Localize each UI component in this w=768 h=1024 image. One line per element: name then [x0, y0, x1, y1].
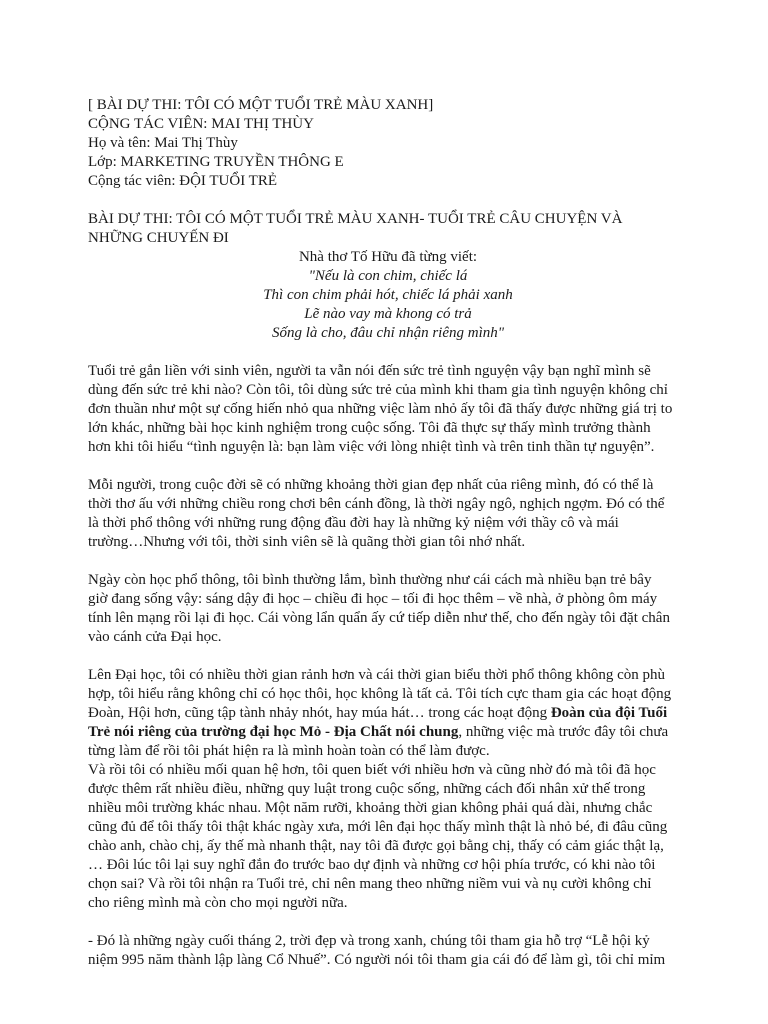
text-line: Lên Đại học, tôi có nhiều thời gian rảnh hơn và cái thời gian biểu thời phổ thông không còn phù: [88, 667, 666, 683]
header-line-fullname: Họ và tên: Mai Thị Thùy: [88, 135, 238, 151]
text-line: nhiều môi trường khác nhau. Một năm rưỡi, khoảng thời gian không phải quá dài, nhưng chắc: [88, 800, 653, 816]
paragraph-1: [88, 362, 688, 457]
text-line: trường…Nhưng với tôi, thời sinh viên sẽ là quãng thời gian tôi nhớ nhất.: [88, 534, 526, 550]
poem-line-1: "Nếu là con chim, chiếc lá: [308, 268, 468, 284]
paragraph-5: [88, 761, 688, 913]
text-run: Đoàn, Hội hơn, cũng tập tành nhảy nhót, hay múa hát… trong các hoạt động: [88, 705, 551, 721]
document-body: [88, 96, 688, 970]
text-line: [88, 723, 688, 742]
essay-title-line-1: BÀI DỰ THI: TÔI CÓ MỘT TUỔI TRẺ MÀU XANH- TUỔI TRẺ CÂU CHUYỆN VÀ: [88, 211, 623, 227]
bold-text-run: Trẻ nói riêng của trường đại học Mỏ - Địa Chất nói chung: [88, 724, 459, 740]
paragraph-4: [88, 666, 688, 761]
paragraph-2: [88, 476, 688, 552]
paragraph-6: [88, 932, 688, 970]
poem-block: [88, 248, 688, 343]
essay-title-line-2: NHỮNG CHUYẾN ĐI: [88, 230, 229, 246]
text-line: hơn khi tôi hiểu “tình nguyện là: bạn làm việc với lòng nhiệt tình và trên tinh thần tự nguyện”.: [88, 439, 655, 455]
text-line: cho riêng mình mà còn cho mọi người nữa.: [88, 895, 348, 911]
text-line: cũng đủ để tôi thấy tôi thật khác ngày xưa, mới lên đại học thấy mình thật là nhỏ bé, đi đâu cũng: [88, 819, 668, 835]
poem-intro: Nhà thơ Tố Hữu đã từng viết:: [298, 249, 478, 265]
text-line: vào cánh cửa Đại học.: [88, 629, 222, 645]
text-line: thời thơ ấu với những chiều rong chơi bên cánh đồng, là thời ngây ngô, nghịch ngợm. Đó có thể: [88, 496, 665, 512]
header-line-class: Lớp: MARKETING TRUYỀN THÔNG E: [88, 154, 344, 170]
header-line-team: Cộng tác viên: ĐỘI TUỔI TRẺ: [88, 173, 278, 189]
text-line: là thời phổ thông với những rung động đầu đời hay là những kỷ niệm với thầy cô và mái: [88, 515, 619, 531]
poem-line-2: Thì con chim phải hót, chiếc lá phải xanh: [263, 287, 513, 303]
bold-text-run: Đoàn của đội Tuổi: [550, 705, 668, 721]
essay-title: [88, 210, 688, 248]
text-line: chọn sai? Và rồi tôi nhận ra Tuổi trẻ, chỉ nên mang theo những niềm vui và nụ cười không chỉ: [88, 876, 652, 892]
paragraph-3: [88, 571, 688, 647]
text-line: - Đó là những ngày cuối tháng 2, trời đẹp và trong xanh, chúng tôi tham gia hỗ trợ “Lễ hội kỷ: [88, 933, 650, 949]
text-line: chào anh, chào chị, ấy thế mà nhanh thật, nay tôi đã được gọi bằng chị, thấy có cảm giác thật lạ,: [88, 838, 664, 854]
text-line: [88, 704, 688, 723]
text-line: dùng đến sức trẻ khi nào? Còn tôi, tôi dùng sức trẻ của mình khi tham gia tình nguyện không chỉ: [88, 382, 668, 398]
text-line: Tuổi trẻ gắn liền với sinh viên, người ta vẫn nói đến sức trẻ tình nguyện vậy bạn nghĩ mình sẽ: [88, 363, 651, 379]
header-block: [88, 96, 688, 191]
poem-line-4: Sống là cho, đâu chỉ nhận riêng mình": [271, 325, 505, 341]
text-line: lớn khác, những bài học kinh nghiệm trong cuộc sống. Tôi đã thực sự thấy mình trưởng thành: [88, 420, 651, 436]
text-line: từng làm để rồi tôi phát hiện ra là mình hoàn toàn có thể làm được.: [88, 743, 490, 759]
text-line: giờ đang sống vậy: sáng dậy đi học – chiều đi học – tối đi học thêm – về nhà, ở phòng ôm máy: [88, 591, 658, 607]
text-run: , những việc mà trước đây tôi chưa: [458, 724, 669, 740]
text-line: được thêm rất nhiều điều, những quy luật trong cuộc sống, những cách đối nhân xử thế trong: [88, 781, 646, 797]
text-line: … Đôi lúc tôi lại suy nghĩ đắn đo trước bao dự định và những cơ hội phía trước, có khi nào tôi: [88, 857, 656, 873]
text-line: Ngày còn học phổ thông, tôi bình thường lắm, bình thường như cái cách mà nhiều bạn trẻ bây: [88, 572, 652, 588]
poem-line-3: Lẽ nào vay mà khong có trả: [304, 306, 472, 322]
text-line: Mỗi người, trong cuộc đời sẽ có những khoảng thời gian đẹp nhất của riêng mình, đó có thể là: [88, 477, 654, 493]
text-line: hợp, tôi hiểu rằng không chỉ có học thôi, học không là tất cả. Tôi tích cực tham gia các hoạt động: [88, 686, 672, 702]
header-line-contest: [ BÀI DỰ THI: TÔI CÓ MỘT TUỔI TRẺ MÀU XANH]: [88, 97, 434, 113]
text-line: niệm 995 năm thành lập làng Cổ Nhuế”. Có người nói tôi tham gia cái đó để làm gì, tôi chỉ mỉm: [88, 952, 666, 968]
text-line: đơn thuần như một sự cống hiến nhỏ qua những việc làm nhỏ ấy tôi đã thấy được những giá trị to: [88, 401, 673, 417]
text-line: Và rồi tôi có nhiều mối quan hệ hơn, tôi quen biết với nhiều hơn và cũng nhờ đó mà tôi đã học: [88, 762, 656, 778]
text-line: tính lên mạng rồi lại đi học. Cái vòng lẩn quẩn ấy cứ tiếp diễn như thế, cho đến ngày tôi đặt chân: [88, 610, 670, 626]
header-line-contributor: CỘNG TÁC VIÊN: MAI THỊ THÙY: [88, 116, 314, 132]
